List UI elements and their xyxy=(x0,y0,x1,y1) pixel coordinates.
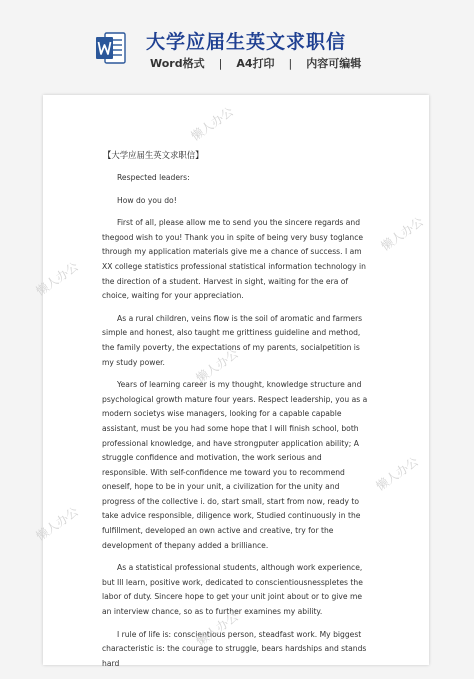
paragraph: As a statistical professional students, although work experience, but Ill learn, positive work, dedicated to conscientiousnesspletes the labor of duty. Sincere hope to get your unit joint about or to give me an interview chance, so as to further examines my ability. xyxy=(102,563,363,617)
tag-separator: | xyxy=(288,57,293,70)
paragraph: First of all, please allow me to send you the sincere regards and thegood wish to you! Thank you in spite of being very busy toglance through my application materials give me a chance of success. I am XX college statistics professional statistical information technology in the direction of a student. Harvest in sight, waiting for the era of choice, waiting for your appreciation. xyxy=(102,218,366,301)
document-body xyxy=(102,171,368,679)
watermark: 懒人办公 xyxy=(378,214,426,254)
watermark: 懒人办公 xyxy=(373,454,421,494)
paragraph: How do you do! xyxy=(117,195,177,205)
document-page xyxy=(33,95,429,668)
paragraph: Years of learning career is my thought, knowledge structure and psychological growth mature four years. Respect leadership, you as a modern societys wise managers, looking for a capable capable assistant, must be you had some hope that I will finish school, both professional knowledge, and have strongputer application ability; A struggle confidence and motivation, the work serious and responsible. With self-confidence me toward you to recommend oneself, hope to be in your unit, a civilization for the unity and progress of the collective i. do, start small, start from now, ready to take advice responsible, diligence work, Studied continuously in the fulfillment, developed an own active and creative, try for the development of thepany added a brilliance. xyxy=(102,380,368,550)
watermark: 懒人办公 xyxy=(193,609,241,649)
format-tags xyxy=(150,55,361,71)
header-banner xyxy=(0,0,474,86)
paragraph: I rule of life is: conscientious person, steadfast work. My biggest characteristic is: the courage to struggle, bears hardships and stands hard xyxy=(102,629,367,668)
watermark: 懒人办公 xyxy=(33,504,81,544)
paragraph: Respected leaders: xyxy=(117,173,190,182)
tag-a4-print: A4打印 xyxy=(236,57,275,70)
document-title: 【大学应届生英文求职信】 xyxy=(103,150,204,160)
watermark: 懒人办公 xyxy=(193,346,241,386)
page-title: 大学应届生英文求职信 xyxy=(146,31,347,53)
watermark: 懒人办公 xyxy=(33,259,81,299)
tag-separator: | xyxy=(218,57,223,70)
tag-word-format: Word格式 xyxy=(150,57,205,70)
watermark: 懒人办公 xyxy=(188,104,236,144)
paragraph: As a rural children, veins flow is the soil of aromatic and farmers simple and honest, also taught me grittiness guideline and method, the family poverty, the expectations of my parents, socialpetition is my study power. xyxy=(102,313,363,367)
tag-editable: 内容可编辑 xyxy=(306,57,362,70)
word-doc-icon xyxy=(96,32,126,64)
